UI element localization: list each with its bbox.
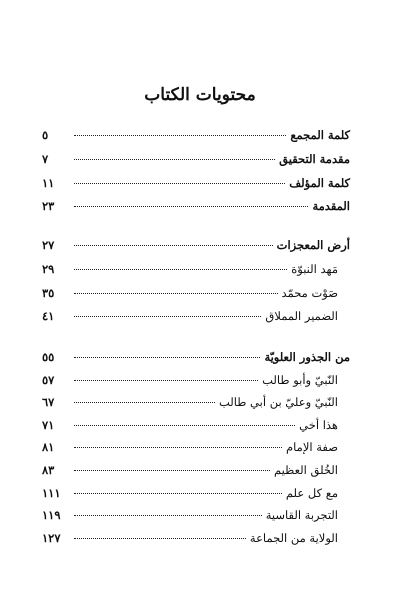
toc-entry-page-number: ٥٧ — [42, 372, 55, 387]
toc-entry-label: الولاية من الجماعة — [249, 530, 338, 545]
dot-leader — [74, 447, 282, 448]
toc-entry-page-number: ٧ — [42, 151, 49, 166]
dot-leader — [74, 159, 275, 160]
dot-leader — [74, 183, 285, 184]
toc-entry-label: صفة الإمام — [286, 440, 338, 455]
toc-entry-label: كلمة المؤلف — [289, 175, 350, 190]
toc-entry — [42, 309, 350, 331]
toc-entry — [42, 373, 350, 395]
page-title: محتويات الكتاب — [144, 85, 256, 105]
toc-entry — [42, 418, 350, 440]
toc-entry-label: النّبيّ وأبو طالب — [262, 372, 338, 387]
toc-entry-label: مَهد النبوّة — [291, 261, 338, 276]
toc-entry — [42, 238, 350, 260]
dot-leader — [74, 493, 282, 494]
toc-entry-label: مع كل علم — [285, 485, 338, 500]
dot-leader — [74, 425, 295, 426]
toc-entry — [42, 262, 350, 284]
dot-leader — [74, 316, 261, 317]
toc-entry-page-number: ٥٥ — [42, 350, 55, 364]
toc-entry-page-number: ٨٣ — [42, 463, 55, 477]
toc-entry-page-number: ٢٩ — [42, 261, 55, 276]
toc-entry-label: هذا أخي — [299, 417, 338, 432]
toc-entry-page-number: ١١ — [42, 175, 55, 190]
toc-entry-page-number: ٦٧ — [42, 395, 55, 410]
dot-leader — [74, 538, 246, 539]
toc-entry-page-number: ٨١ — [42, 440, 55, 455]
toc-entry — [42, 440, 350, 462]
toc-entry-label: التجربة القاسية — [265, 508, 338, 523]
dot-leader — [74, 135, 286, 136]
toc-entry — [42, 486, 350, 508]
dot-leader — [74, 206, 308, 207]
dot-leader — [74, 515, 262, 516]
toc-entry-label: الخُلق العظيم — [274, 463, 338, 477]
toc-entry — [42, 531, 350, 553]
toc-entry-page-number: ٢٧ — [42, 238, 55, 252]
toc-entry-page-number: ١١٩ — [42, 508, 61, 523]
toc-entry — [42, 152, 350, 174]
toc-entry-label: من الجذور العلويّة — [264, 350, 350, 364]
toc-entry — [42, 508, 350, 530]
toc-entry — [42, 286, 350, 308]
dot-leader — [74, 470, 270, 471]
toc-entry — [42, 463, 350, 485]
dot-leader — [74, 269, 287, 270]
toc-entry — [42, 128, 350, 150]
toc-entry-label: النّبيّ وعليّ بن أبي طالب — [218, 395, 338, 410]
toc-entry-page-number: ٤١ — [42, 309, 55, 324]
dot-leader — [74, 380, 258, 381]
toc-entry-page-number: ٥ — [42, 128, 49, 142]
toc-entry-page-number: ٢٣ — [42, 199, 55, 214]
toc-entry-page-number: ١٢٧ — [42, 530, 61, 545]
toc-entry-page-number: ٧١ — [42, 417, 55, 432]
toc-entry-label: كلمة المجمع — [290, 128, 350, 142]
toc-entry — [42, 176, 350, 198]
toc-entry-label: أرض المعجزات — [276, 238, 350, 252]
toc-entry-label: صَوْت محمّد — [281, 285, 338, 300]
toc-entry-page-number: ١١١ — [42, 485, 61, 500]
toc-entry — [42, 199, 350, 221]
dot-leader — [74, 402, 215, 403]
toc-entry-label: المقدمة — [312, 199, 350, 214]
toc-entry-label: مقدمة التحقيق — [279, 151, 350, 166]
toc-entry-page-number: ٣٥ — [42, 285, 55, 300]
toc-entry — [42, 395, 350, 417]
toc-entry-label: الضمير المملاق — [265, 309, 338, 324]
dot-leader — [74, 293, 278, 294]
dot-leader — [74, 357, 260, 358]
toc-entry — [42, 350, 350, 372]
dot-leader — [74, 245, 273, 246]
